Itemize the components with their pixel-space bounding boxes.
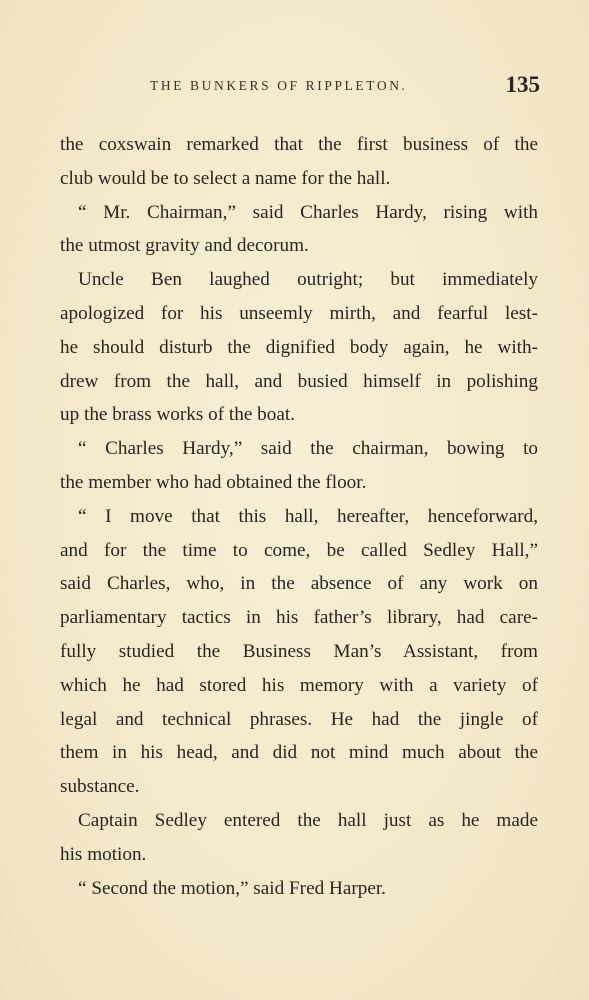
text-line: Captain Sedley entered the hall just as he made [78, 809, 538, 831]
running-title: THE BUNKERS OF RIPPLETON. [150, 78, 408, 93]
text-line: which he had stored his memory with a variety of [60, 674, 538, 696]
text-line: fully studied the Business Man’s Assistant, from [60, 640, 538, 662]
text-line: the utmost gravity and decorum. [60, 235, 309, 257]
text-line: the member who had obtained the floor. [60, 471, 367, 493]
text-line: parliamentary tactics in his father’s library, had care- [60, 607, 538, 629]
text-line: legal and technical phrases. He had the jingle of [60, 708, 538, 730]
text-line: “ Mr. Chairman,” said Charles Hardy, rising with [78, 201, 538, 223]
text-line: apologized for his unseemly mirth, and fearful lest- [60, 302, 538, 324]
text-line: drew from the hall, and busied himself in polishing [60, 370, 538, 392]
text-line: substance. [60, 776, 140, 798]
running-head [62, 72, 540, 100]
text-line: “ Charles Hardy,” said the chairman, bowing to [78, 438, 538, 460]
page-number: 135 [505, 72, 540, 97]
text-line: club would be to select a name for the hall. [60, 167, 391, 189]
text-line: “ I move that this hall, hereafter, henceforward, [78, 505, 538, 527]
text-line: up the brass works of the boat. [60, 404, 296, 426]
text-line: the coxswain remarked that the first business of the [60, 134, 538, 155]
text-line: them in his head, and did not mind much about the [60, 742, 538, 764]
text-line: Uncle Ben laughed outright; but immediately [78, 269, 538, 291]
body-text [60, 128, 538, 905]
text-line: and for the time to come, be called Sedley Hall,” [60, 539, 538, 561]
text-line: he should disturb the dignified body again, he with- [60, 336, 538, 358]
text-line: said Charles, who, in the absence of any work on [60, 573, 538, 595]
text-line: his motion. [60, 843, 147, 865]
text-line: “ Second the motion,” said Fred Harper. [78, 877, 386, 899]
